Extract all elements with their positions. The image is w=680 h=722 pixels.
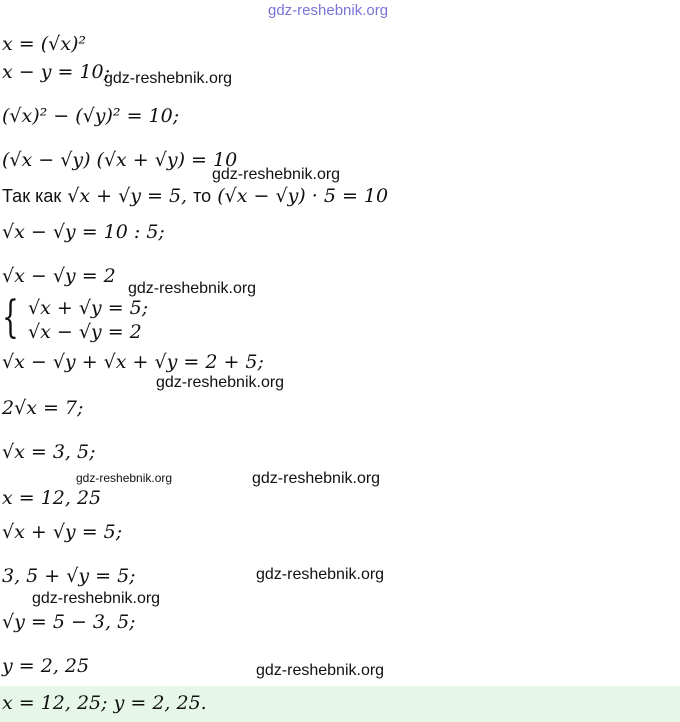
text-tak-kak: Так как bbox=[2, 186, 62, 206]
watermark: gdz-reshebnik.org bbox=[256, 662, 385, 679]
equation-part: √x + √y = 5, bbox=[67, 185, 188, 207]
equation-line-1: x = (√x)² bbox=[2, 33, 86, 55]
equation-line-2: x − y = 10; bbox=[2, 61, 111, 83]
watermark: gdz-reshebnik.org bbox=[76, 471, 173, 485]
equation-line-3: (√x)² − (√y)² = 10; bbox=[2, 105, 180, 127]
watermark: gdz-reshebnik.org bbox=[252, 470, 381, 487]
equation-line-10: √x = 3, 5; bbox=[2, 441, 96, 463]
equation-line-7: √x − √y = 2 bbox=[2, 265, 116, 287]
watermark: gdz-reshebnik.org bbox=[32, 590, 161, 607]
equation-line-5 bbox=[2, 184, 388, 208]
watermark: gdz-reshebnik.org bbox=[128, 280, 257, 297]
watermark: gdz-reshebnik.org bbox=[156, 374, 285, 391]
text-to: то bbox=[193, 186, 212, 206]
watermark-top: gdz-reshebnik.org bbox=[268, 2, 389, 19]
watermark: gdz-reshebnik.org bbox=[212, 166, 341, 183]
equation-line-13: 3, 5 + √y = 5; bbox=[2, 565, 136, 587]
equation-line-14: √y = 5 − 3, 5; bbox=[2, 611, 136, 633]
system-brace: { bbox=[2, 292, 19, 343]
equation-part: (√x − √y) · 5 = 10 bbox=[217, 185, 389, 207]
watermark: gdz-reshebnik.org bbox=[104, 70, 233, 87]
equation-line-12: √x + √y = 5; bbox=[2, 521, 123, 543]
equation-line-6: √x − √y = 10 : 5; bbox=[2, 221, 165, 243]
answer-line: x = 12, 25; y = 2, 25. bbox=[2, 692, 207, 714]
equation-line-8: √x − √y + √x + √y = 2 + 5; bbox=[2, 351, 264, 373]
system-equation-1: √x + √y = 5; bbox=[28, 297, 149, 319]
system-equation-2: √x − √y = 2 bbox=[28, 321, 142, 343]
equation-line-15: y = 2, 25 bbox=[2, 655, 90, 677]
equation-line-4: (√x − √y) (√x + √y) = 10 bbox=[2, 149, 238, 171]
equation-line-9: 2√x = 7; bbox=[2, 397, 84, 419]
watermark: gdz-reshebnik.org bbox=[256, 566, 385, 583]
equation-line-11: x = 12, 25 bbox=[2, 487, 102, 509]
